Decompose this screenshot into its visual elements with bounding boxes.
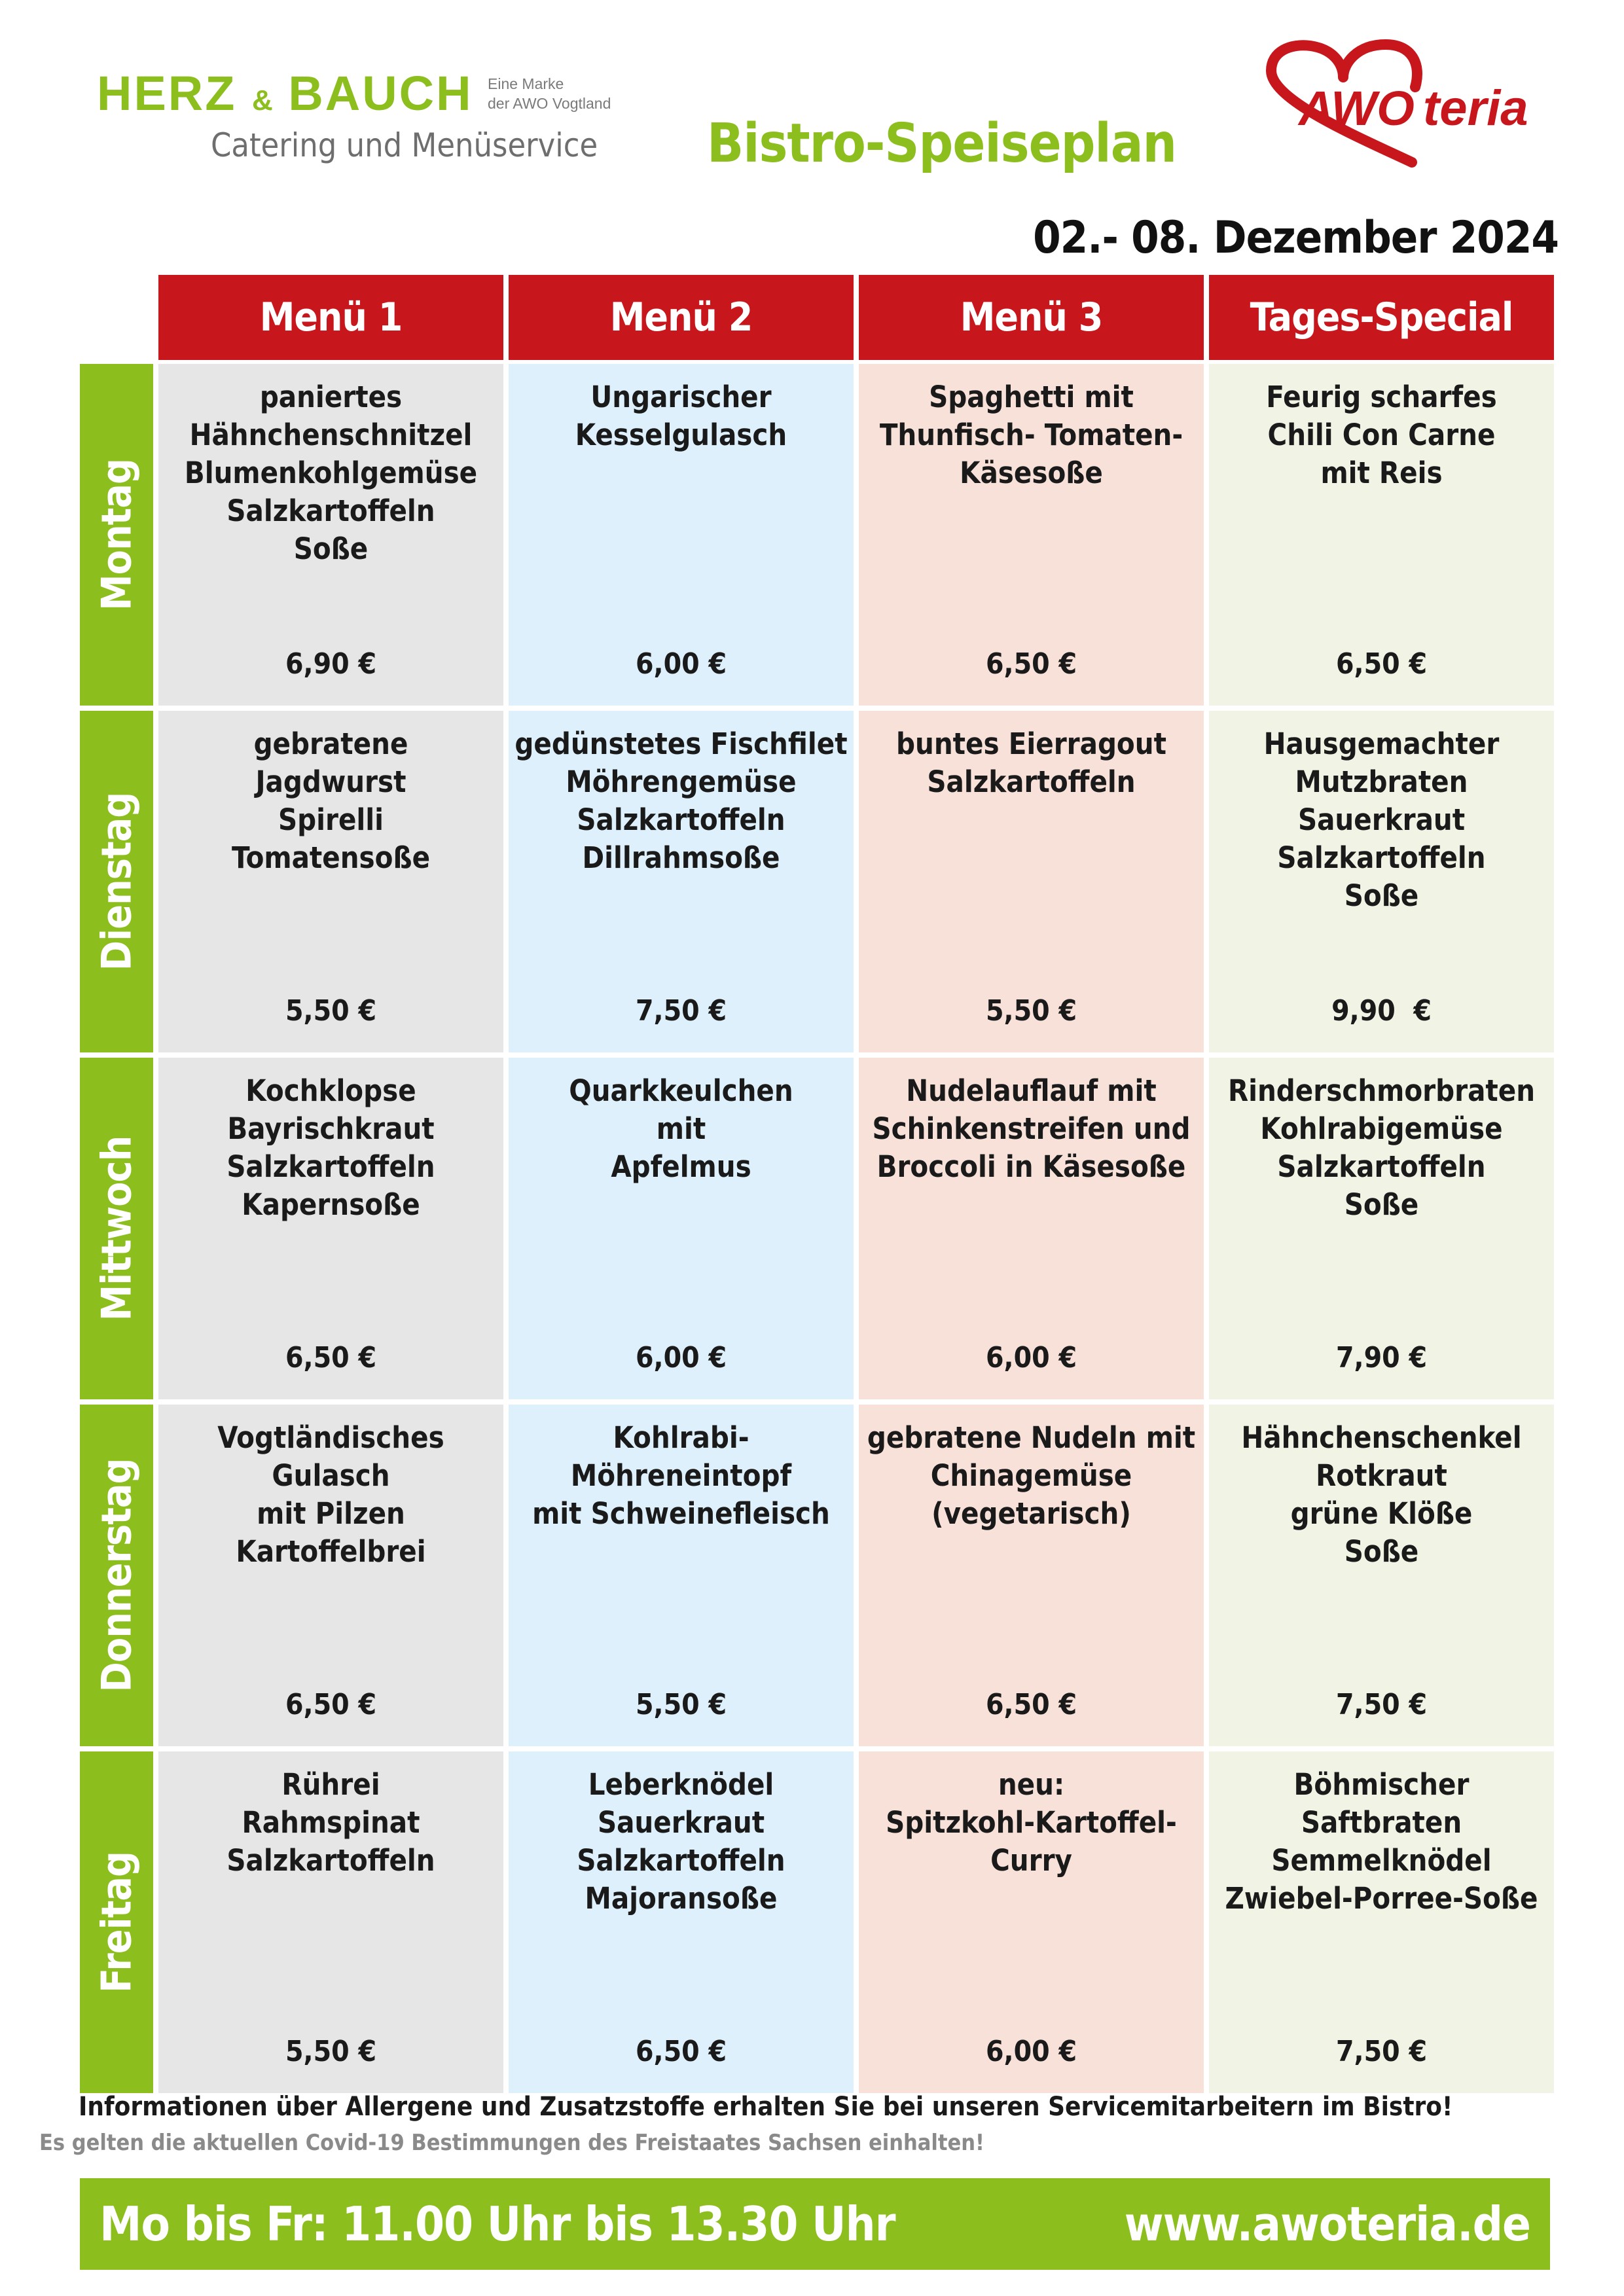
- dish-price: 6,00 €: [636, 1341, 727, 1374]
- day-label-donnerstag: [80, 1405, 153, 1746]
- dish-price: 6,00 €: [986, 1341, 1077, 1374]
- menu-cell: [859, 364, 1204, 706]
- dish-price: 7,50 €: [1336, 1688, 1427, 1721]
- menu-cell: [509, 364, 854, 706]
- day-label-freitag: [80, 1751, 153, 2093]
- dish-price: 6,50 €: [986, 647, 1077, 681]
- date-range: 02.- 08. Dezember 2024: [1033, 212, 1559, 264]
- column-header-4: Tages-Special: [1209, 275, 1554, 360]
- footer-bar: [80, 2178, 1550, 2270]
- brand-sub-line-1: Eine Marke: [488, 75, 564, 92]
- brand-logo-herz-bauch: [97, 65, 473, 121]
- dish-description: Quarkkeulchen mit Apfelmus: [569, 1073, 793, 1184]
- menu-cell: [509, 1405, 854, 1746]
- menu-cell: [509, 711, 854, 1052]
- menu-cell: [859, 1405, 1204, 1746]
- dish-price: 6,00 €: [986, 2035, 1077, 2068]
- dish-description: Kochklopse Bayrischkraut Salzkartoffeln Kapernsoße: [226, 1073, 435, 1222]
- menu-cell: [1209, 1405, 1554, 1746]
- dish-price: 7,50 €: [1336, 2035, 1427, 2068]
- menu-cell: [158, 711, 503, 1052]
- dish-price: 6,90 €: [285, 647, 376, 681]
- dish-description: Rinderschmorbraten Kohlrabigemüse Salzkartoffeln Soße: [1227, 1073, 1536, 1222]
- day-label-montag: [80, 364, 153, 706]
- covid-notice: Es gelten die aktuellen Covid-19 Bestimmungen des Freistaates Sachsen einhalten!: [39, 2130, 985, 2156]
- menu-cell: [859, 1751, 1204, 2093]
- menu-cell: [509, 1751, 854, 2093]
- opening-hours: Mo bis Fr: 11.00 Uhr bis 13.30 Uhr: [99, 2197, 895, 2251]
- brand-tagline: Catering und Menüservice: [211, 126, 598, 164]
- awo-logo-text: AWO: [1299, 81, 1415, 135]
- day-name: Dienstag: [92, 792, 141, 971]
- dish-price: 5,50 €: [285, 994, 376, 1028]
- menu-cell: [1209, 711, 1554, 1052]
- dish-description: buntes Eierragout Salzkartoffeln: [896, 726, 1166, 799]
- day-label-dienstag: [80, 711, 153, 1052]
- dish-description: Ungarischer Kesselgulasch: [575, 380, 787, 452]
- dish-description: gedünstetes Fischfilet Möhrengemüse Salzkartoffeln Dillrahmsoße: [514, 726, 848, 875]
- dish-price: 5,50 €: [285, 2035, 376, 2068]
- column-header-1: Menü 1: [158, 275, 503, 360]
- dish-price: 5,50 €: [636, 1688, 727, 1721]
- page-title: Bistro-Speiseplan: [707, 113, 1176, 175]
- dish-price: 7,90 €: [1336, 1341, 1427, 1374]
- dish-description: Böhmischer Saftbraten Semmelknödel Zwiebel-Porree-Soße: [1225, 1767, 1538, 1916]
- menu-cell: [158, 1405, 503, 1746]
- day-name: Freitag: [92, 1852, 141, 1993]
- menu-cell: [1209, 1058, 1554, 1399]
- dish-price: 6,50 €: [285, 1688, 376, 1721]
- website-link[interactable]: www.awoteria.de: [1124, 2197, 1530, 2251]
- menu-cell: [158, 364, 503, 706]
- dish-description: Spaghetti mit Thunfisch- Tomaten- Käsesoße: [879, 380, 1183, 490]
- dish-price: 7,50 €: [636, 994, 727, 1028]
- menu-cell: [1209, 364, 1554, 706]
- dish-description: Feurig scharfes Chili Con Carne mit Reis: [1266, 380, 1497, 490]
- dish-price: 9,90 €: [1331, 994, 1432, 1028]
- teria-logo-text: teria: [1423, 81, 1528, 136]
- column-header-3: Menü 3: [859, 275, 1204, 360]
- dish-description: Hausgemachter Mutzbraten Sauerkraut Salzkartoffeln Soße: [1263, 726, 1500, 913]
- dish-description: Kohlrabi-Möhreneintopf mit Schweinefleisch: [532, 1420, 830, 1531]
- column-header-2: Menü 2: [509, 275, 854, 360]
- dish-price: 6,00 €: [636, 647, 727, 681]
- menu-cell: [509, 1058, 854, 1399]
- menu-cell: [859, 711, 1204, 1052]
- dish-description: gebratene Jagdwurst Spirelli Tomatensoße: [231, 726, 431, 875]
- day-name: Montag: [92, 459, 141, 611]
- dish-description: Rührei Rahmspinat Salzkartoffeln: [226, 1767, 435, 1878]
- menu-cell: [158, 1751, 503, 2093]
- dish-price: 6,50 €: [1336, 647, 1427, 681]
- day-label-mittwoch: [80, 1058, 153, 1399]
- dish-price: 6,50 €: [986, 1688, 1077, 1721]
- awoteria-logo: [1258, 38, 1566, 169]
- dish-description: Nudelauflauf mit Schinkenstreifen und Broccoli in Käsesoße: [872, 1073, 1191, 1184]
- brand-ampersand: &: [252, 84, 273, 117]
- dish-price: 5,50 €: [986, 994, 1077, 1028]
- brand-subline: [488, 74, 611, 113]
- dish-description: Vogtländisches Gulasch mit Pilzen Kartoffelbrei: [217, 1420, 444, 1569]
- day-name: Mittwoch: [92, 1136, 141, 1321]
- dish-price: 6,50 €: [285, 1341, 376, 1374]
- menu-cell: [1209, 1751, 1554, 2093]
- brand-word-bauch: BAUCH: [288, 66, 473, 120]
- allergen-info: Informationen über Allergene und Zusatzstoffe erhalten Sie bei unseren Servicemitarbeitern im Bistro!: [79, 2092, 1453, 2122]
- day-name: Donnerstag: [92, 1458, 141, 1693]
- dish-description: Leberknödel Sauerkraut Salzkartoffeln Majoransoße: [577, 1767, 785, 1916]
- brand-sub-line-2: der AWO Vogtland: [488, 95, 611, 112]
- menu-cell: [158, 1058, 503, 1399]
- brand-word-herz: HERZ: [97, 66, 237, 120]
- dish-description: paniertes Hähnchenschnitzel Blumenkohlgemüse Salzkartoffeln Soße: [184, 380, 478, 566]
- dish-description: Hähnchenschenkel Rotkraut grüne Klöße Soße: [1241, 1420, 1522, 1569]
- dish-description: gebratene Nudeln mit Chinagemüse (vegetarisch): [867, 1420, 1196, 1531]
- menu-cell: [859, 1058, 1204, 1399]
- dish-price: 6,50 €: [636, 2035, 727, 2068]
- dish-description: neu: Spitzkohl-Kartoffel- Curry: [886, 1767, 1177, 1878]
